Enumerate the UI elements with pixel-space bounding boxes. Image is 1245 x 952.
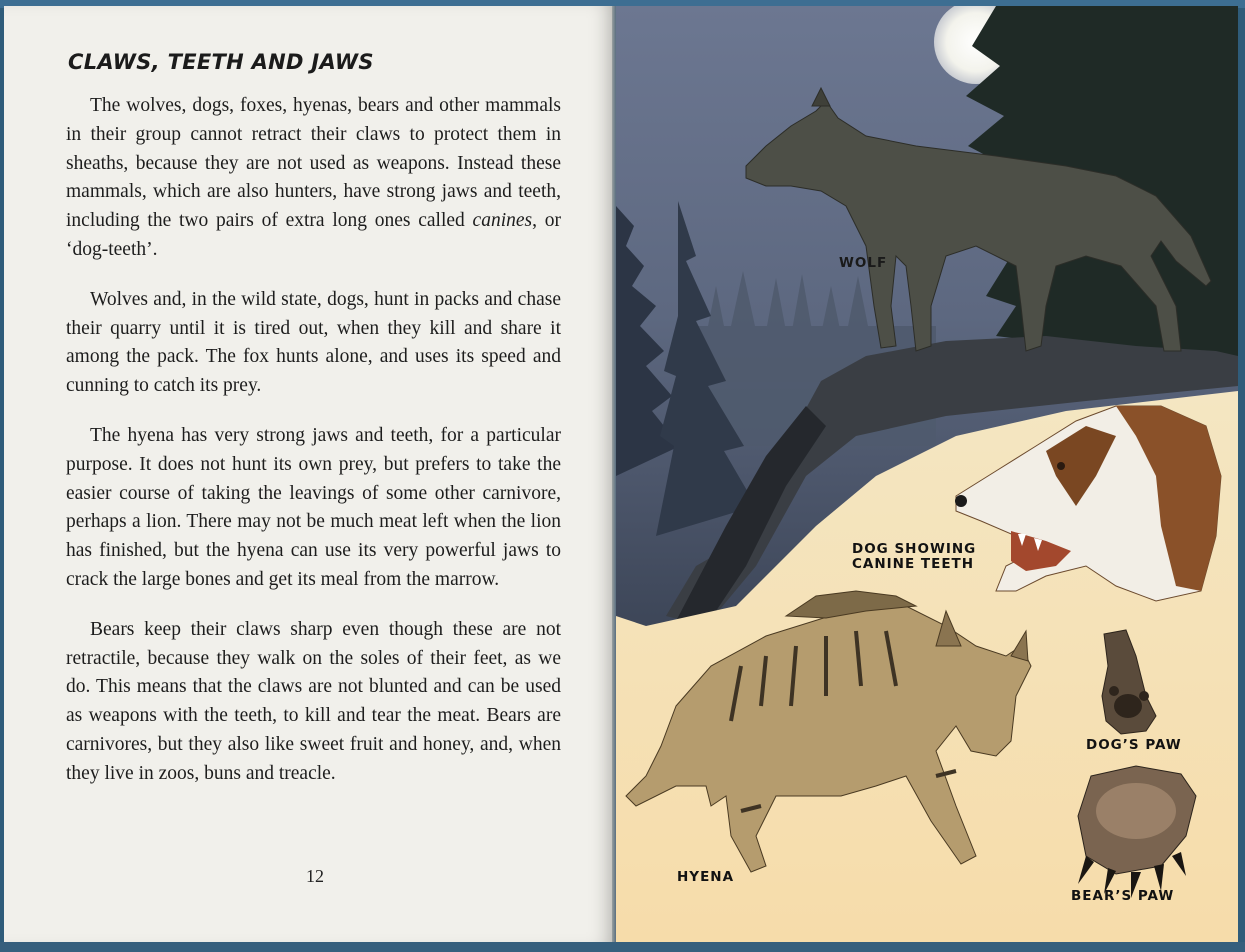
dogs-paw-label: DOG’S PAW [1086,737,1182,753]
paragraph-wolves: Wolves and, in the wild state, dogs, hunt in packs and chase their quarry until it is tired out, when they kill and share it among the pack. The fox hunts alone, and uses its speed and cunning to catch its prey. [66,288,561,397]
paragraph-bears: Bears keep their claws sharp even though these are not retractile, because they walk on the soles of their feet, as we do. This means that the claws are not blunted and can be used as weapons with the teeth, to kill and tear the meat. Bears are carnivores, but they also like sweet fruit and honey, and, when they live in zoos, buns and treacle. [66,618,561,784]
cover-edge-bottom [0,942,1245,952]
paragraph-claws-end: , or ‘dog-teeth’. [66,210,561,260]
paragraph-claws [66,92,561,265]
page-heading: CLAWS, TEETH AND JAWS [68,50,374,74]
dog-label-line1: DOG SHOWING [852,541,977,557]
dog-label-line2: CANINE TEETH [852,556,975,572]
page-number: 12 [306,866,324,886]
body-text [66,92,561,810]
wolf-label: WOLF [839,255,888,271]
hyena-label: HYENA [677,869,735,885]
left-page [4,6,616,944]
bears-paw-label: BEAR’S PAW [1071,888,1175,904]
canines-italic: canines [472,210,533,232]
paragraph-claws-text: The wolves, dogs, foxes, hyenas, bears and other mammals in their group cannot retract their claws to protect them in sheaths, because they are not used as weapons. Instead these mammals, which are also hunters, have strong jaws and teeth, including the two pairs of extra long ones called [66,95,561,232]
right-page [616,6,1238,944]
animals-illustration [616,6,1238,944]
paragraph-hyena: The hyena has very strong jaws and teeth, for a particular purpose. It does not hunt its own prey, but prefers to take the easier course of taking the leavings of some other carnivore, perhaps a lion. There may not be much meat left when the lion has finished, but the hyena can use its very powerful jaws to crack the large bones and get its meal from the marrow. [66,424,561,590]
